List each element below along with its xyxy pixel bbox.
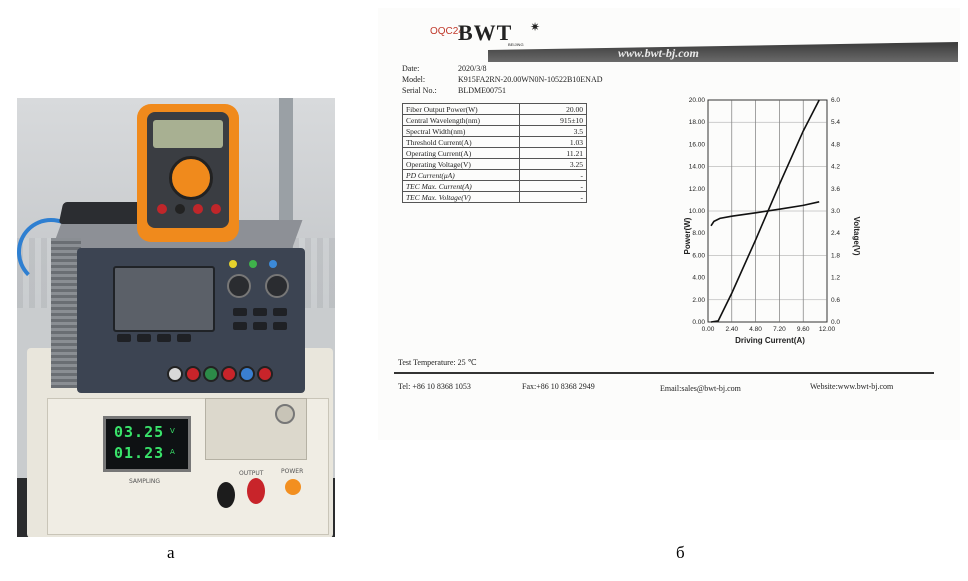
- spec-key: PD Current(μA): [403, 170, 520, 181]
- x-tick-label: 9.60: [796, 326, 810, 333]
- y-tick-label: 20.00: [688, 97, 705, 104]
- y2-tick-label: 5.4: [831, 119, 841, 127]
- y-tick-label: 8.00: [692, 230, 705, 238]
- test-temperature: Test Temperature: 25 ℃: [398, 358, 477, 367]
- lab-setup-photo: [17, 98, 335, 537]
- output-terminal[interactable]: [167, 366, 183, 382]
- output-terminal[interactable]: [203, 366, 219, 382]
- x-tick-label: 7.20: [773, 326, 786, 333]
- y-tick-label: 2.00: [692, 296, 705, 304]
- spec-key: Operating Current(A): [403, 148, 520, 159]
- spec-value: 20.00: [520, 104, 587, 115]
- keypad-key[interactable]: [233, 308, 247, 316]
- date-value: 2020/3/8: [458, 64, 487, 73]
- fax: Fax:+86 10 8368 2949: [522, 382, 595, 391]
- x-tick-label: 4.80: [749, 326, 762, 333]
- footer-rule: [394, 372, 934, 374]
- y2-tick-label: 2.4: [831, 230, 841, 238]
- spec-key: Fiber Output Power(W): [403, 104, 520, 115]
- model-value: K915FA2RN-20.00WN0N-10522B10ENAD: [458, 75, 603, 84]
- multimeter-display: [153, 120, 223, 148]
- banner-url: www.bwt-bj.com: [618, 46, 699, 60]
- y-tick-label: 16.00: [688, 141, 705, 149]
- logo-tag: OQC24: [430, 26, 464, 37]
- spec-value: -: [520, 192, 587, 203]
- x-tick-label: 0.00: [701, 326, 715, 333]
- model-label: Model:: [402, 75, 426, 84]
- spec-value: 3.5: [520, 126, 587, 137]
- current-readout: 01.23: [114, 444, 165, 462]
- yellow-key[interactable]: [229, 260, 237, 268]
- y2-tick-label: 3.6: [831, 185, 841, 193]
- keypad-key[interactable]: [273, 322, 287, 330]
- multimeter: [137, 104, 239, 242]
- spec-value: 915±10: [520, 115, 587, 126]
- y-tick-label: 6.00: [692, 252, 705, 260]
- y2-tick-label: 0.0: [831, 319, 841, 326]
- multimeter-face: [147, 112, 229, 228]
- spec-key: TEC Max. Current(A): [403, 181, 520, 192]
- y-tick-label: 12.00: [688, 185, 705, 193]
- serial-label: Serial No.:: [402, 86, 437, 95]
- output-terminal[interactable]: [239, 366, 255, 382]
- keypad-key[interactable]: [233, 322, 247, 330]
- softkey[interactable]: [177, 334, 191, 342]
- softkey[interactable]: [137, 334, 151, 342]
- bwt-logo: BWT: [458, 20, 513, 45]
- output-terminal[interactable]: [257, 366, 273, 382]
- email: Email:sales@bwt-bj.com: [660, 384, 741, 393]
- y-tick-label: 18.00: [688, 119, 705, 127]
- blue-key[interactable]: [269, 260, 277, 268]
- y-axis-label: Power(W): [683, 217, 692, 255]
- output-label: OUTPUT: [239, 470, 264, 477]
- current-knob[interactable]: [265, 274, 289, 298]
- output-terminal[interactable]: [185, 366, 201, 382]
- y-tick-label: 4.00: [692, 274, 705, 282]
- supply-screen: [113, 266, 215, 332]
- output-terminal[interactable]: [221, 366, 237, 382]
- spec-value: -: [520, 181, 587, 192]
- keypad-key[interactable]: [253, 308, 267, 316]
- keypad-key[interactable]: [273, 308, 287, 316]
- adjust-knob[interactable]: [275, 404, 295, 424]
- y2-tick-label: 3.0: [831, 208, 841, 215]
- y2-axis-label: Voltage(V): [852, 216, 861, 256]
- spec-value: 11.21: [520, 148, 587, 159]
- datasheet: [378, 8, 960, 440]
- y-tick-label: 14.00: [688, 163, 705, 171]
- spec-key: Operating Voltage(V): [403, 159, 520, 170]
- black-binding-post[interactable]: [217, 482, 235, 508]
- y2-tick-label: 4.2: [831, 163, 841, 171]
- website: Website:www.bwt-bj.com: [810, 382, 894, 391]
- multimeter-dial[interactable]: [169, 156, 213, 200]
- spec-key: Threshold Current(A): [403, 137, 520, 148]
- y-tick-label: 0.00: [692, 319, 705, 326]
- power-supply-display: [103, 416, 191, 472]
- spec-value: 1.03: [520, 137, 587, 148]
- keypad-key[interactable]: [253, 322, 267, 330]
- voltage-readout: 03.25: [114, 423, 165, 441]
- liv-chart: [378, 8, 960, 440]
- power-button[interactable]: [285, 479, 301, 495]
- voltage-knob[interactable]: [227, 274, 251, 298]
- spec-key: Central Wavelength(nm): [403, 115, 520, 126]
- serial-value: BLDME00751: [458, 86, 506, 95]
- panel-label-b: б: [676, 543, 685, 562]
- probe-jack[interactable]: [175, 204, 185, 214]
- red-binding-post[interactable]: [247, 478, 265, 504]
- softkey[interactable]: [117, 334, 131, 342]
- logo-star-icon: ✷: [530, 20, 541, 34]
- sampling-label: SAMPLING: [129, 478, 161, 485]
- x-tick-label: 12.00: [818, 326, 836, 333]
- softkey[interactable]: [157, 334, 171, 342]
- spec-value: -: [520, 170, 587, 181]
- y2-tick-label: 4.8: [831, 141, 841, 149]
- volt-unit: V: [170, 427, 175, 435]
- spec-value: 3.25: [520, 159, 587, 170]
- y2-tick-label: 0.6: [831, 296, 841, 304]
- spec-key: TEC Max. Voltage(V): [403, 192, 520, 203]
- panel-label-a: a: [167, 543, 175, 562]
- date-label: Date:: [402, 64, 420, 73]
- spec-key: Spectral Width(nm): [403, 126, 520, 137]
- y2-tick-label: 1.8: [831, 252, 841, 260]
- probe-jack[interactable]: [193, 204, 203, 214]
- x-tick-label: 2.40: [725, 326, 739, 333]
- x-axis-label: Driving Current(A): [735, 336, 805, 345]
- logo-subtitle: BEIJING: [508, 42, 524, 47]
- probe-jack[interactable]: [211, 204, 221, 214]
- y-tick-label: 10.00: [688, 208, 705, 215]
- probe-jack[interactable]: [157, 204, 167, 214]
- amp-unit: A: [170, 448, 175, 456]
- y2-tick-label: 6.0: [831, 97, 841, 104]
- telephone: Tel: +86 10 8368 1053: [398, 382, 471, 391]
- green-key[interactable]: [249, 260, 257, 268]
- power-label: POWER: [281, 468, 304, 475]
- y2-tick-label: 1.2: [831, 274, 841, 282]
